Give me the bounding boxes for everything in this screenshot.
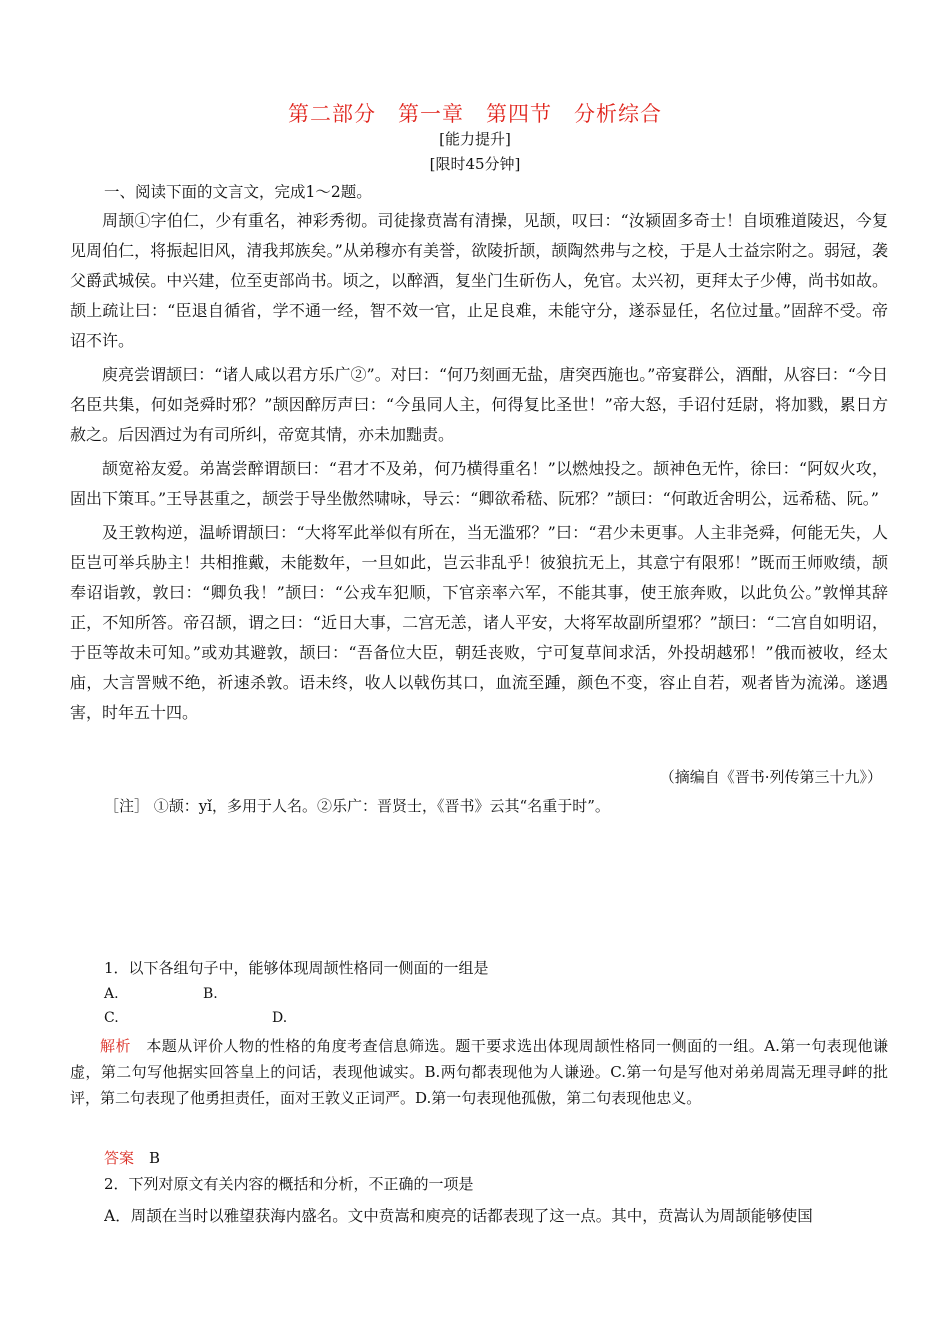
answer-row <box>104 1146 924 1170</box>
subtitle: [能力提升] <box>439 130 511 148</box>
page-title: 第二部分 第一章 第四节 分析综合 <box>288 102 662 126</box>
answer-value: B <box>149 1149 161 1167</box>
passage-paragraph-4: 及王敦构逆，温峤谓颉曰：“大将军此举似有所在，当无滥邪？”曰：“君少未更事。人主非尧舜，何能无失，人臣岂可举兵胁主！共相推戴，未能数年，一旦如此，岂云非乱乎！彼狼抗无上，其意宁有限邪！”既而王师败绩，颉奉诏诣敦，敦曰：“卿负我！”颉曰：“公戎车犯顺，下官亲率六军，不能其事，使王旅奔败，以此负公。”敦惮其辞正，不知所答。帝召颉，谓之曰：“近日大事，二宫无恙，诸人平安，大将军故副所望邪？”颉曰：“二宫自如明诏，于臣等故未可知。”或劝其避敦，颉曰：“吾备位大臣，朝廷丧败，宁可复草间求活，外投胡越邪！”俄而被收，经太庙，大言詈贼不绝，祈速杀敦。语未终，收人以戟伤其口，血流至踵，颜色不变，容止自若，观者皆为流涕。遂遇害，时年五十四。 <box>70 523 888 722</box>
passage <box>70 206 888 728</box>
q1-option-a: A. <box>104 986 119 1002</box>
source-citation: （摘编自《晋书·列传第三十九》） <box>659 768 882 786</box>
passage-paragraph-3: 颉宽裕友爱。弟嵩尝醉谓颉曰：“君才不及弟，何乃横得重名！”以燃烛投之。颉神色无忤，徐曰：“阿奴火攻，固出下策耳。”王导甚重之，颉尝于导坐傲然啸咏，导云：“卿欲希嵇、阮邪？”颉曰：“何敢近舍明公，远希嵇、阮。” <box>70 459 888 508</box>
question-2-stem: 2．下列对原文有关内容的概括和分析，不正确的一项是 <box>104 1175 474 1193</box>
passage-paragraph-1: 周颉①字伯仁，少有重名，神彩秀彻。司徒掾贲嵩有清操，见颉，叹曰：“汝颍固多奇士！自顷雅道陵迟，今复见周伯仁，将振起旧风，清我邦族矣。”从弟穆亦有美誉，欲陵折颉，颉陶然弗与之校，于是人士益宗附之。弱冠，袭父爵武城侯。中兴建，位至吏部尚书。顷之，以醉酒，复坐门生斫伤人，免官。太兴初，更拜太子少傅，尚书如故。颉上疏让曰：“臣退自循省，学不通一经，智不效一官，止足良难，未能守分，遂忝显任，名位过量。”固辞不受。帝诏不许。 <box>70 211 888 350</box>
time-limit: [限时45分钟] <box>429 155 521 173</box>
q1-option-b: B. <box>203 986 218 1002</box>
q1-option-d: D. <box>272 1010 288 1026</box>
section-heading: 一、阅读下面的文言文，完成1～2题。 <box>104 183 372 201</box>
analysis-block <box>70 1033 888 1111</box>
answer-label: 答案 <box>104 1149 135 1167</box>
passage-paragraph-2: 庾亮尝谓颉曰：“诸人咸以君方乐广②”。对曰：“何乃刻画无盐，唐突西施也。”帝宴群公，酒酣，从容曰：“今日名臣共集，何如尧舜时邪？”颉因醉厉声曰：“今虽同人主，何得复比圣世！”帝大怒，手诏付廷尉，将加戮，累日方赦之。后因酒过为有司所纠，帝宽其情，亦未加黜责。 <box>70 365 888 444</box>
analysis-label: 解析 <box>100 1037 131 1055</box>
analysis-text: 本题从评价人物的性格的角度考查信息筛选。题干要求选出体现周颉性格同一侧面的一组。A.第一句表现他谦虚，第二句写他据实回答皇上的问话，表现他诚实。B.两句都表现他为人谦逊。C.第一句是写他对弟弟周嵩无理寻衅的批评，第二句表现了他勇担责任，面对王敦义正词严。D.第一句表现他孤傲，第二句表现他忠义。 <box>70 1037 888 1107</box>
question-1-stem: 1．以下各组句子中，能够体现周颉性格同一侧面的一组是 <box>104 959 489 977</box>
annotation-note: ［注］ ①颉：yǐ，多用于人名。②乐广：晋贤士，《晋书》云其“名重于时”。 <box>104 797 610 815</box>
q2-option-a: A．周颉在当时以雅望获海内盛名。文中贲嵩和庾亮的话都表现了这一点。其中，贲嵩认为周颉能够使国 <box>104 1207 813 1225</box>
q1-option-c: C. <box>104 1010 119 1026</box>
